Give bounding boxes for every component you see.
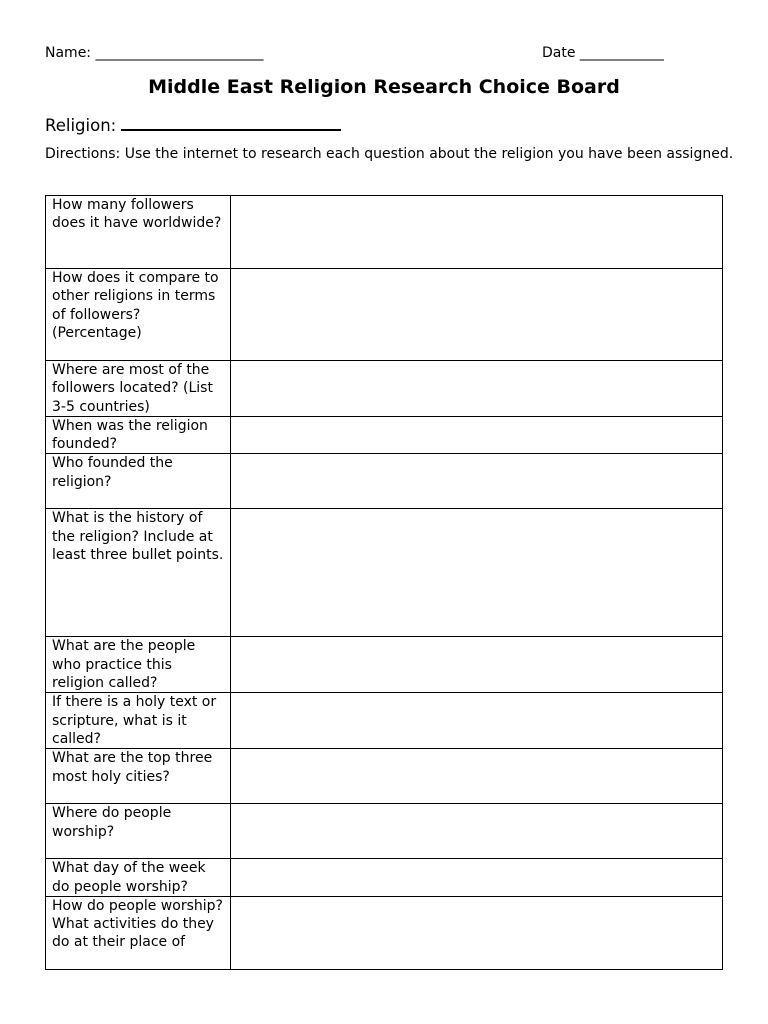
question-table [45, 195, 723, 970]
answer-cell[interactable] [231, 416, 723, 454]
question-cell [46, 269, 231, 361]
answer-cell[interactable] [231, 693, 723, 749]
question-text: What are the top three most holy cities? [52, 750, 213, 785]
table-row [46, 509, 723, 637]
question-text: When was the religion founded? [52, 417, 208, 453]
question-text: Who founded the religion? [52, 455, 173, 490]
question-cell [46, 693, 231, 749]
question-text: What are the people who practice this religion called? [52, 638, 196, 692]
answer-cell[interactable] [231, 637, 723, 693]
question-text: How does it compare to other religions in terms of followers? (Percentage) [52, 270, 219, 341]
table-row [46, 693, 723, 749]
table-row [46, 454, 723, 509]
question-cell [46, 637, 231, 693]
answer-cell[interactable] [231, 361, 723, 417]
table-row [46, 859, 723, 897]
answer-cell[interactable] [231, 196, 723, 269]
directions-text: Directions: Use the internet to research each question about the religion you have been assigned. [45, 146, 734, 162]
answer-cell[interactable] [231, 269, 723, 361]
question-text: How many followers does it have worldwide? [52, 197, 222, 232]
answer-cell[interactable] [231, 804, 723, 859]
answer-cell[interactable] [231, 454, 723, 509]
question-text: If there is a holy text or scripture, what is it called? [52, 694, 217, 747]
question-cell [46, 749, 231, 804]
table-row [46, 804, 723, 859]
question-cell [46, 896, 231, 969]
question-text: What day of the week do people worship? [52, 860, 206, 895]
answer-cell[interactable] [231, 509, 723, 637]
answer-cell[interactable] [231, 896, 723, 969]
question-cell [46, 509, 231, 637]
table-row [46, 269, 723, 361]
answer-cell[interactable] [231, 749, 723, 804]
question-cell [46, 454, 231, 509]
question-cell [46, 859, 231, 897]
question-cell [46, 361, 231, 417]
table-row [46, 416, 723, 454]
table-row [46, 896, 723, 969]
question-text: Where are most of the followers located? (List 3-5 countries) [52, 362, 213, 415]
religion-blank-line[interactable] [121, 113, 341, 131]
table-row [46, 361, 723, 417]
date-field-line[interactable]: Date ____________ [542, 45, 664, 61]
religion-label: Religion: [45, 116, 117, 135]
page-title: Middle East Religion Research Choice Board [148, 76, 620, 98]
name-field-line[interactable]: Name: ________________________ [45, 45, 264, 61]
question-cell [46, 416, 231, 454]
question-text: How do people worship? What activities do they do at their place of [52, 897, 223, 951]
table-row [46, 196, 723, 269]
question-text: What is the history of the religion? Include at least three bullet points. [52, 510, 224, 564]
answer-cell[interactable] [231, 859, 723, 897]
question-text: Where do people worship? [52, 805, 172, 840]
question-cell [46, 804, 231, 859]
question-cell [46, 196, 231, 269]
religion-field[interactable] [45, 113, 341, 135]
table-row [46, 749, 723, 804]
table-row [46, 637, 723, 693]
